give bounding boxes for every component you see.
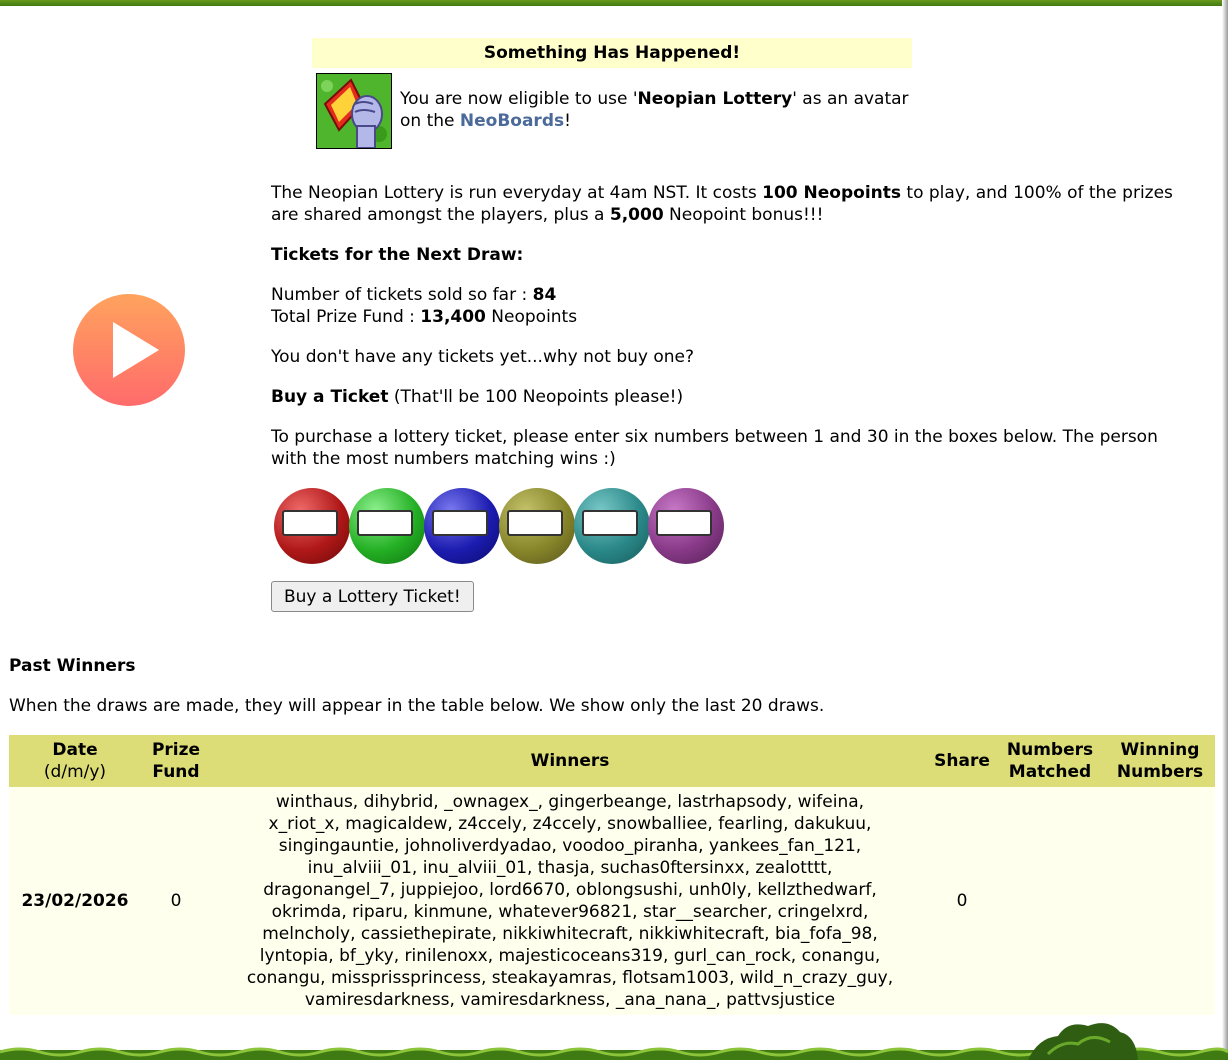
bonus-amount: 5,000 xyxy=(609,205,664,225)
notice-title: Something Has Happened! xyxy=(312,38,912,68)
row-date: 23/02/2026 xyxy=(9,787,141,1015)
avatar-name: Neopian Lottery xyxy=(637,89,793,109)
lottery-avatar-icon xyxy=(316,73,392,149)
buy-ticket-heading xyxy=(271,386,683,408)
buy-instructions: To purchase a lottery ticket, please enter six numbers between 1 and 30 in the boxes below. The person with the most numbers matching wins :) xyxy=(271,427,1158,469)
buy-heading-text: Buy a Ticket xyxy=(271,387,389,407)
notice-message xyxy=(400,88,920,132)
olive-ball xyxy=(499,488,575,564)
neoboards-link[interactable]: NeoBoards xyxy=(459,111,565,131)
winners-line: winthaus, dihybrid, _ownagex_, gingerbeange, lastrhapsody, wifeina, xyxy=(275,792,865,812)
intro-part1: The Neopian Lottery is run everyday at 4am NST. It costs xyxy=(271,183,763,203)
number-input-4[interactable] xyxy=(507,510,563,536)
next-draw-heading xyxy=(271,244,523,266)
lottery-intro xyxy=(271,182,1186,226)
col-numbers-matched xyxy=(995,735,1105,787)
winners-line: vamiresdarkness, vamiresdarkness, _ana_nana_, pattvsjustice xyxy=(304,990,836,1010)
row-prize-fund: 0 xyxy=(141,787,211,1015)
buy-ticket-button[interactable]: Buy a Lottery Ticket! xyxy=(271,581,474,612)
notice-text-middle: ' as an avatar on the xyxy=(400,89,909,131)
col-share: Share xyxy=(929,735,995,787)
table-row xyxy=(9,787,1215,1015)
number-input-2[interactable] xyxy=(357,510,413,536)
col-numbers-matched-line2: Matched xyxy=(1008,762,1092,782)
winners-line: inu_alviii_01, inu_alviii_01, thasja, suchas0ftersinxx, zealotttt, xyxy=(307,858,833,878)
table-header-row xyxy=(9,735,1215,787)
row-numbers-matched xyxy=(995,787,1105,1015)
notice-text-after: ! xyxy=(564,111,571,131)
past-winners-table xyxy=(9,735,1215,1015)
ticket-cost: 100 Neopoints xyxy=(762,183,902,203)
buy-heading-note: (That'll be 100 Neopoints please!) xyxy=(388,387,684,407)
green-ball xyxy=(349,488,425,564)
red-ball xyxy=(274,488,350,564)
intro-part3: Neopoint bonus!!! xyxy=(663,205,824,225)
winners-line: lyntopia, bf_yky, rinilenoxx, majesticoceans319, gurl_can_rock, conangu, xyxy=(259,946,881,966)
notice-text-before: You are now eligible to use ' xyxy=(400,89,638,109)
number-input-5[interactable] xyxy=(582,510,638,536)
no-tickets-message: You don't have any tickets yet...why not buy one? xyxy=(271,347,695,367)
col-date-label: Date xyxy=(52,740,98,760)
purple-ball xyxy=(648,488,724,564)
winners-line: dragonangel_7, juppiejoo, lord6670, oblongsushi, unh0ly, kellzthedwarf, xyxy=(263,880,877,900)
prize-fund-value: 13,400 xyxy=(420,307,486,327)
row-winners xyxy=(211,787,929,1015)
jungle-bush-icon xyxy=(1028,1018,1138,1060)
number-balls xyxy=(274,488,734,564)
col-winning-numbers xyxy=(1105,735,1215,787)
past-winners-title: Past Winners xyxy=(9,656,136,676)
past-winners-intro: When the draws are made, they will appear in the table below. We show only the last 20 draws. xyxy=(9,696,825,716)
col-numbers-matched-line1: Numbers xyxy=(1006,740,1094,760)
next-draw-heading-text: Tickets for the Next Draw: xyxy=(271,245,524,265)
draw-stats xyxy=(271,284,577,328)
tickets-sold-value: 84 xyxy=(532,285,557,305)
col-prize-fund xyxy=(141,735,211,787)
winners-line: okrimda, riparu, kinmune, whatever96821, star__searcher, cringelxrd, xyxy=(271,902,869,922)
col-winners: Winners xyxy=(211,735,929,787)
row-winning-numbers xyxy=(1105,787,1215,1015)
tickets-sold-label: Number of tickets sold so far : xyxy=(271,285,533,305)
intro-part2: to play, and 100% of the prizes are shared amongst the players, plus a xyxy=(271,183,1173,225)
top-border-vine xyxy=(0,0,1228,6)
blue-ball xyxy=(424,488,500,564)
col-winning-numbers-line1: Winning xyxy=(1120,740,1200,760)
col-winning-numbers-line2: Numbers xyxy=(1116,762,1204,782)
winners-line: singingauntie, johnoliverdyadao, voodoo_piranha, yankees_fan_121, xyxy=(278,836,862,856)
play-button[interactable] xyxy=(73,294,185,406)
col-date-format: (d/m/y) xyxy=(43,762,107,782)
number-input-6[interactable] xyxy=(656,510,712,536)
prize-fund-label: Total Prize Fund : xyxy=(271,307,421,327)
col-prize-fund-line1: Prize xyxy=(151,740,201,760)
play-icon xyxy=(113,322,159,378)
teal-ball xyxy=(574,488,650,564)
prize-fund-unit: Neopoints xyxy=(485,307,578,327)
winners-line: melncholy, cassiethepirate, nikkiwhitecraft, nikkiwhitecraft, bia_fofa_98, xyxy=(262,924,878,944)
col-date xyxy=(9,735,141,787)
col-prize-fund-line2: Fund xyxy=(152,762,200,782)
window-right-edge xyxy=(1222,0,1228,1060)
winners-line: x_riot_x, magicaldew, z4ccely, z4ccely, snowballiee, fearling, dakukuu, xyxy=(268,814,872,834)
number-input-1[interactable] xyxy=(282,510,338,536)
winners-line: conangu, missprissprincess, steakayamras, flotsam1003, wild_n_crazy_guy, xyxy=(246,968,894,988)
row-share: 0 xyxy=(929,787,995,1015)
number-input-3[interactable] xyxy=(432,510,488,536)
